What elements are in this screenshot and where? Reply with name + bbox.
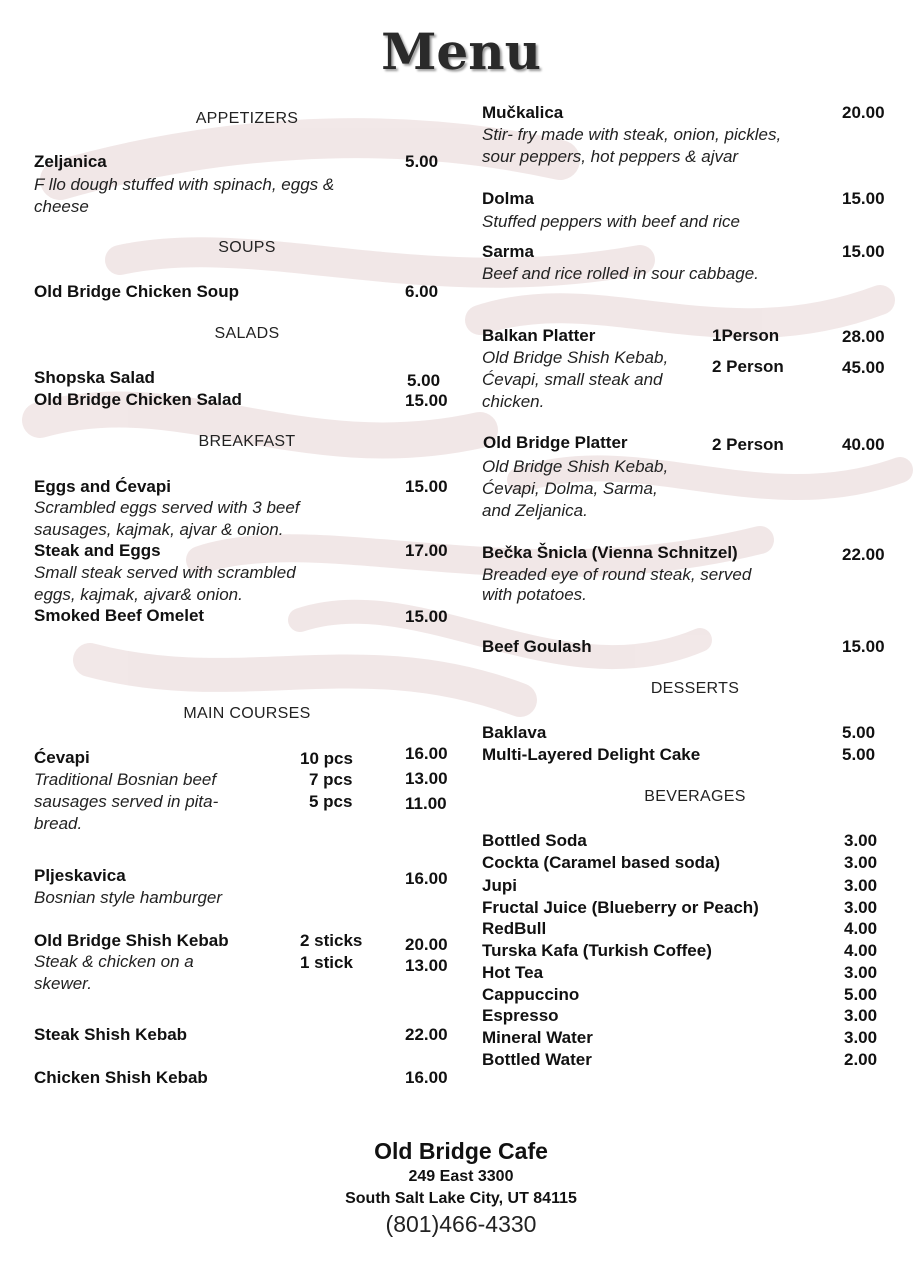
item-name-chicken-kebab: Chicken Shish Kebab — [34, 1068, 208, 1087]
item-name-schnitzel: Bečka Šnicla (Vienna Schnitzel) — [482, 543, 738, 562]
item-price-cevapi-3: 11.00 — [405, 794, 447, 813]
item-price-chicken-soup: 6.00 — [405, 282, 439, 301]
item-qty-shish-kebab-1: 2 sticks — [300, 931, 363, 950]
cafe-street: 249 East 3300 — [408, 1168, 514, 1185]
beverage-price: 4.00 — [844, 919, 878, 938]
item-name-balkan-platter: Balkan Platter — [482, 326, 596, 345]
item-price-cevapi-1: 16.00 — [405, 744, 448, 763]
item-name-chicken-soup: Old Bridge Chicken Soup — [34, 282, 239, 301]
beverage-name: Bottled Water — [482, 1050, 592, 1069]
item-price-baklava: 5.00 — [842, 723, 876, 742]
item-desc-sarma: Beef and rice rolled in sour cabbage. — [482, 264, 759, 283]
beverage-name: Cappuccino — [482, 985, 580, 1004]
item-price-shish-kebab-1: 20.00 — [405, 935, 448, 954]
section-heading-beverages: BEVERAGES — [644, 788, 746, 805]
item-qty-cevapi-2: 7 pcs — [309, 770, 353, 789]
item-desc-old-bridge-platter-1: Old Bridge Shish Kebab, — [482, 457, 669, 476]
item-price-zeljanica: 5.00 — [405, 152, 439, 171]
item-desc-dolma: Stuffed peppers with beef and rice — [482, 212, 740, 231]
item-name-dolma: Dolma — [482, 189, 534, 208]
beverage-name: Cockta (Caramel based soda) — [482, 853, 721, 872]
section-heading-breakfast: BREAKFAST — [198, 433, 296, 450]
item-name-baklava: Baklava — [482, 723, 547, 742]
item-desc-cevapi-1: Traditional Bosnian beef — [34, 770, 217, 789]
item-price-schnitzel: 22.00 — [842, 545, 885, 564]
cafe-phone: (801)466-4330 — [385, 1211, 537, 1237]
item-price-chicken-kebab: 16.00 — [405, 1068, 448, 1087]
beverage-price: 4.00 — [844, 941, 878, 960]
item-price-goulash: 15.00 — [842, 637, 885, 656]
item-price-old-bridge-platter: 40.00 — [842, 435, 885, 454]
item-qty-cevapi-1: 10 pcs — [300, 749, 353, 768]
beverage-price: 5.00 — [844, 985, 878, 1004]
beverage-price: 3.00 — [844, 898, 878, 917]
item-price-cevapi-2: 13.00 — [405, 769, 448, 788]
menu-title: Menu — [381, 22, 541, 81]
beverage-price: 3.00 — [844, 853, 878, 872]
section-heading-soups: SOUPS — [218, 239, 276, 256]
beverage-name: Mineral Water — [482, 1028, 593, 1047]
beverage-price: 3.00 — [844, 963, 878, 982]
item-desc-old-bridge-platter-3: and Zeljanica. — [482, 501, 588, 520]
item-name-steak-eggs: Steak and Eggs — [34, 541, 161, 560]
item-price-omelet: 15.00 — [405, 607, 448, 626]
item-name-goulash: Beef Goulash — [482, 637, 592, 656]
item-price-dolma: 15.00 — [842, 189, 885, 208]
item-name-zeljanica: Zeljanica — [34, 152, 107, 171]
beverage-price: 2.00 — [844, 1050, 878, 1069]
item-price-muckalica: 20.00 — [842, 103, 885, 122]
item-desc-zeljanica-2: cheese — [34, 197, 89, 216]
beverage-name: Espresso — [482, 1006, 559, 1025]
item-qty-cevapi-3: 5 pcs — [309, 792, 353, 811]
item-price-balkan-platter-1: 28.00 — [842, 327, 885, 346]
item-name-sarma: Sarma — [482, 242, 534, 261]
item-name-old-bridge-platter: Old Bridge Platter — [483, 433, 628, 452]
item-desc-cevapi-3: bread. — [34, 814, 83, 833]
item-qty-shish-kebab-2: 1 stick — [300, 953, 353, 972]
beverage-price: 3.00 — [844, 831, 878, 850]
item-price-pljeskavica: 16.00 — [405, 869, 448, 888]
item-desc-old-bridge-platter-2: Ćevapi, Dolma, Sarma, — [482, 479, 658, 498]
item-desc-pljeskavica: Bosnian style hamburger — [34, 888, 223, 907]
beverage-price: 3.00 — [844, 1028, 878, 1047]
item-qty-old-bridge-platter: 2 Person — [712, 435, 784, 454]
item-desc-steak-eggs-2: eggs, kajmak, ajvar& onion. — [34, 585, 243, 604]
cafe-city: South Salt Lake City, UT 84115 — [345, 1190, 577, 1207]
item-desc-eggs-cevapi-1: Scrambled eggs served with 3 beef — [34, 498, 300, 517]
beverage-name: Jupi — [482, 876, 517, 895]
item-name-cevapi: Ćevapi — [34, 748, 90, 767]
beverage-name: Hot Tea — [482, 963, 544, 982]
beverage-price: 3.00 — [844, 876, 878, 895]
cafe-name: Old Bridge Cafe — [374, 1138, 548, 1164]
item-desc-shish-kebab-1: Steak & chicken on a — [34, 952, 194, 971]
item-desc-balkan-platter-2: Ćevapi, small steak and — [482, 370, 663, 389]
item-desc-balkan-platter-3: chicken. — [482, 392, 545, 411]
item-desc-shish-kebab-2: skewer. — [34, 974, 92, 993]
section-heading-salads: SALADS — [214, 325, 280, 342]
item-name-pljeskavica: Pljeskavica — [34, 866, 126, 885]
item-price-shopska: 5.00 — [407, 371, 441, 390]
section-heading-main-courses: MAIN COURSES — [183, 705, 311, 722]
item-desc-schnitzel-1: Breaded eye of round steak, served — [482, 565, 752, 584]
item-desc-schnitzel-2: with potatoes. — [482, 585, 587, 604]
item-desc-steak-eggs-1: Small steak served with scrambled — [34, 563, 296, 582]
item-desc-zeljanica-1: F llo dough stuffed with spinach, eggs & — [34, 175, 335, 194]
section-heading-desserts: DESSERTS — [650, 680, 740, 697]
beverage-name: Bottled Soda — [482, 831, 587, 850]
item-name-shish-kebab: Old Bridge Shish Kebab — [34, 931, 229, 950]
item-name-shopska: Shopska Salad — [34, 368, 155, 387]
item-price-eggs-cevapi: 15.00 — [405, 477, 448, 496]
item-name-muckalica: Mučkalica — [482, 103, 564, 122]
item-name-eggs-cevapi: Eggs and Ćevapi — [34, 477, 171, 496]
beverage-name: RedBull — [482, 919, 547, 938]
item-qty-balkan-platter-2: 2 Person — [712, 357, 784, 376]
item-price-cake: 5.00 — [842, 745, 876, 764]
beverage-name: Turska Kafa (Turkish Coffee) — [482, 941, 712, 960]
section-heading-appetizers: APPETIZERS — [195, 110, 299, 127]
item-desc-eggs-cevapi-2: sausages, kajmak, ajvar & onion. — [34, 520, 284, 539]
beverage-price: 3.00 — [844, 1006, 878, 1025]
item-name-steak-kebab: Steak Shish Kebab — [34, 1025, 188, 1044]
item-desc-cevapi-2: sausages served in pita- — [34, 792, 219, 811]
item-qty-balkan-platter-1: 1Person — [712, 326, 780, 345]
item-name-cake: Multi-Layered Delight Cake — [482, 745, 701, 764]
item-name-chicken-salad: Old Bridge Chicken Salad — [34, 390, 242, 409]
item-desc-muckalica-2: sour peppers, hot peppers & ajvar — [482, 147, 739, 166]
item-price-shish-kebab-2: 13.00 — [405, 956, 448, 975]
item-name-omelet: Smoked Beef Omelet — [34, 606, 205, 625]
beverage-name: Fructal Juice (Blueberry or Peach) — [482, 898, 759, 917]
item-desc-muckalica-1: Stir- fry made with steak, onion, pickles, — [482, 125, 782, 144]
item-price-sarma: 15.00 — [842, 242, 885, 261]
item-price-steak-eggs: 17.00 — [405, 541, 448, 560]
item-price-balkan-platter-2: 45.00 — [842, 358, 885, 377]
item-price-steak-kebab: 22.00 — [405, 1025, 448, 1044]
item-desc-balkan-platter-1: Old Bridge Shish Kebab, — [482, 348, 669, 367]
item-price-chicken-salad: 15.00 — [405, 391, 448, 410]
